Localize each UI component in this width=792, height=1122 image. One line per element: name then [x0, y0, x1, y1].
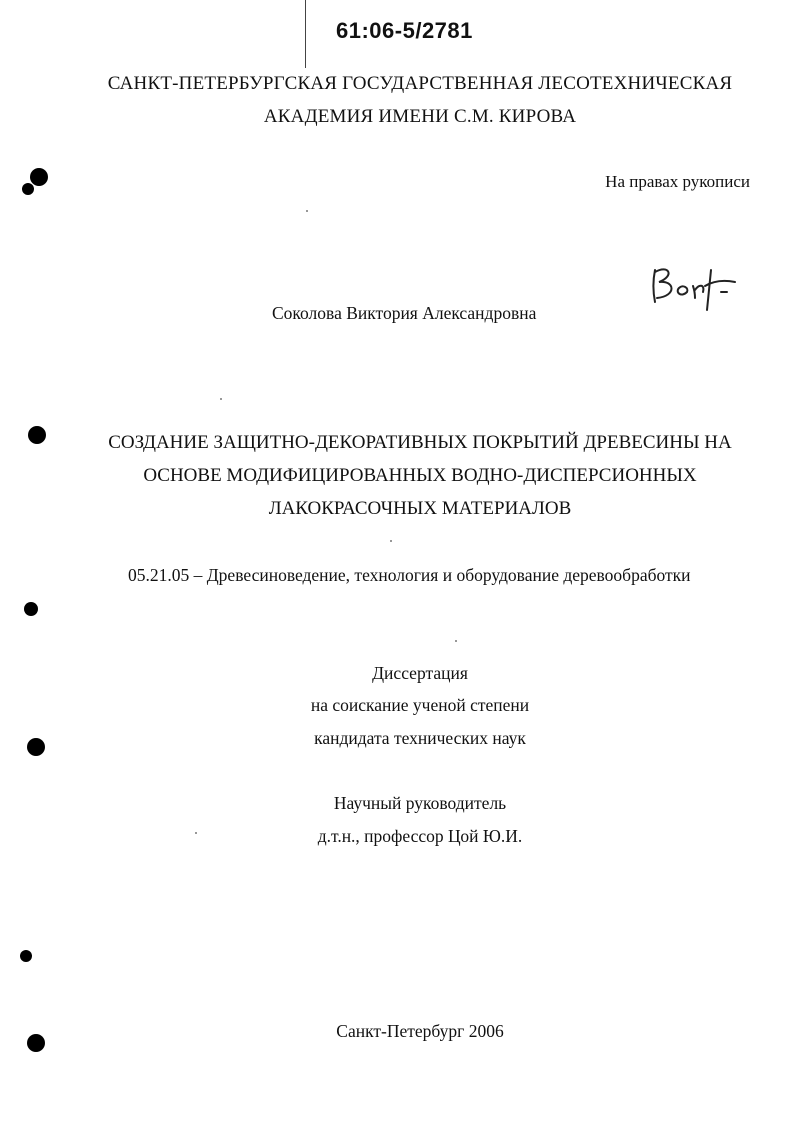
punch-hole-1 [30, 168, 48, 186]
thesis-title-line-3: ЛАКОКРАСОЧНЫХ МАТЕРИАЛОВ [268, 498, 572, 519]
rights-note: На правах рукописи [605, 172, 750, 191]
scan-speck [455, 640, 457, 642]
handwritten-signature [645, 262, 740, 312]
punch-hole-4 [24, 602, 38, 616]
degree-line-1: Диссертация [372, 663, 468, 683]
punch-hole-2 [22, 183, 34, 195]
thesis-title-line-1: СОЗДАНИЕ ЗАЩИТНО-ДЕКОРАТИВНЫХ ПОКРЫТИЙ ДРЕВЕСИНЫ НА [108, 432, 732, 453]
scan-speck [390, 540, 392, 542]
archive-code: 61:06-5/2781 [336, 18, 473, 43]
author-name: Соколова Виктория Александровна [272, 303, 537, 323]
scan-edge-line [305, 0, 306, 68]
degree-line-2: на соискание ученой степени [310, 695, 530, 715]
scan-speck [220, 398, 222, 400]
place-year: Санкт-Петербург 2006 [336, 1021, 504, 1041]
scan-speck [306, 210, 308, 212]
supervisor-name: д.т.н., профессор Цой Ю.И. [317, 826, 523, 846]
punch-hole-6 [20, 950, 32, 962]
institution-line-1: САНКТ-ПЕТЕРБУРГСКАЯ ГОСУДАРСТВЕННАЯ ЛЕСОТЕХНИЧЕСКАЯ [107, 73, 733, 94]
thesis-title-line-2: ОСНОВЕ МОДИФИЦИРОВАННЫХ ВОДНО-ДИСПЕРСИОННЫХ [143, 465, 697, 486]
supervisor-label: Научный руководитель [333, 793, 507, 813]
specialty-code: 05.21.05 – Древесиноведение, технология и оборудование деревообработки [128, 565, 691, 585]
institution-line-2: АКАДЕМИЯ ИМЕНИ С.М. КИРОВА [263, 106, 577, 127]
degree-line-3: кандидата технических наук [314, 728, 526, 748]
